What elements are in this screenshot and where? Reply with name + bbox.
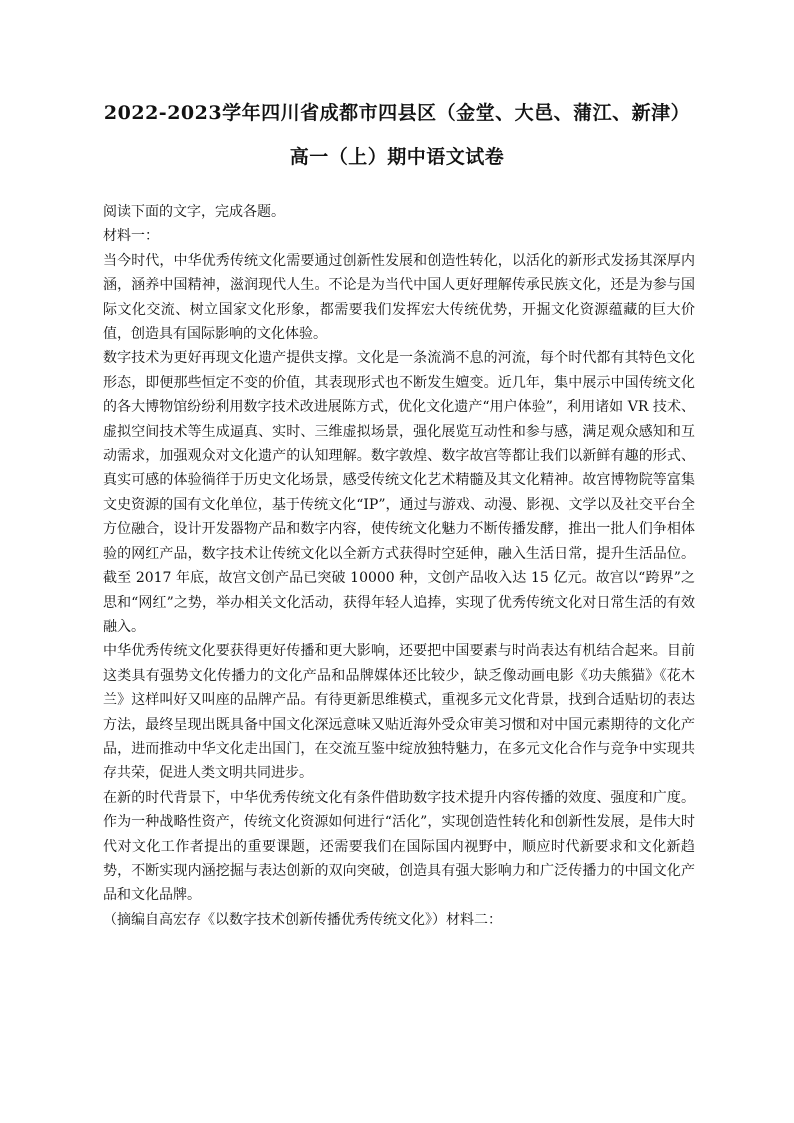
material-one-label: 材料一： (103, 228, 159, 245)
passage-paragraph-2: 数字技术为更好再现文化遗产提供支撑。文化是一条流淌不息的河流，每个时代都有其特色文化形态，即便那些恒定不变的价值，其表现形式也不断发生嬗变。近几年，集中展示中国传统文化的各大博物馆纷纷利用数字技术改进展陈方式，优化文化遗产“用户体验”，利用诸如 VR 技术、虚拟空间技术等生成逼真、实时、三维虚拟场景，强化展览互动性和参与感，满足观众感知和互动需求，加强观众对文化遗产的认知理解。数字敦煌、数字故宫等都让我们以新鲜有趣的形式、真实可感的体验徜徉于历史文化场景，感受传统文化艺术精髓及其文化精神。故宫博物院等富集文史资源的国有文化单位，基于传统文化“IP”，通过与游戏、动漫、影视、文学以及社交平台全方位融合，设计开发器物产品和数字内容，使传统文化魅力不断传播发酵，推出一批人们争相体验的网红产品，数字技术让传统文化以全新方式获得时空延伸，融入生活日常，提升生活品位。截至 2017 年底，故宫文创产品已突破 10000 种，文创产品收入达 15 亿元。故宫以“跨界”之思和“网红”之势，举办相关文化活动，获得年轻人追捧，实现了优秀传统文化对日常生活的有效融入。 (103, 350, 695, 635)
instruction-text: 阅读下面的文字，完成各题。 (103, 204, 285, 220)
reading-passage (103, 200, 695, 932)
passage-paragraph-3: 中华优秀传统文化要获得更好传播和更大影响，还要把中国要素与时尚表达有机结合起来。目前这类具有强势文化传播力的文化产品和品牌媒体还比较少，缺乏像动画电影《功夫熊猫》《花木兰》这样叫好又叫座的品牌产品。有待更新思维模式，重视多元文化背景，找到合适贴切的表达方法，最终呈现出既具备中国文化深远意味又贴近海外受众审美习惯和对中国元素期待的文化产品，进而推动中华文化走出国门，在交流互鉴中绽放独特魅力，在多元文化合作与竞争中实现共存共荣，促进人类文明共同进步。 (103, 643, 695, 782)
exam-title-line2: 高一（上）期中语文试卷 (289, 146, 505, 168)
exam-title-line1: 2022-2023学年四川省成都市四县区（金堂、大邑、蒲江、新津） (103, 102, 691, 124)
source-citation: （摘编自高宏存《以数字技术创新传播优秀传统文化》）材料二： (103, 911, 502, 928)
passage-paragraph-4: 在新的时代背景下，中华优秀传统文化有条件借助数字技术提升内容传播的效度、强度和广度。作为一种战略性资产，传统文化资源如何进行“活化”，实现创造性转化和创新性发展，是伟大时代对文化工作者提出的重要课题，还需要我们在国际国内视野中，顺应时代新要求和文化新趋势，不断实现内涵挖掘与表达创新的双向突破，创造具有强大影响力和广泛传播力的中国文化产品和文化品牌。 (103, 789, 695, 904)
passage-paragraph-1: 当今时代，中华优秀传统文化需要通过创新性发展和创造性转化，以活化的新形式发扬其深厚内涵，涵养中国精神，滋润现代人生。不论是为当代中国人更好理解传承民族文化，还是为参与国际文化交流、树立国家文化形象，都需要我们发挥宏大传统优势，开掘文化资源蕴藏的巨大价值，创造具有国际影响的文化体验。 (103, 252, 695, 343)
